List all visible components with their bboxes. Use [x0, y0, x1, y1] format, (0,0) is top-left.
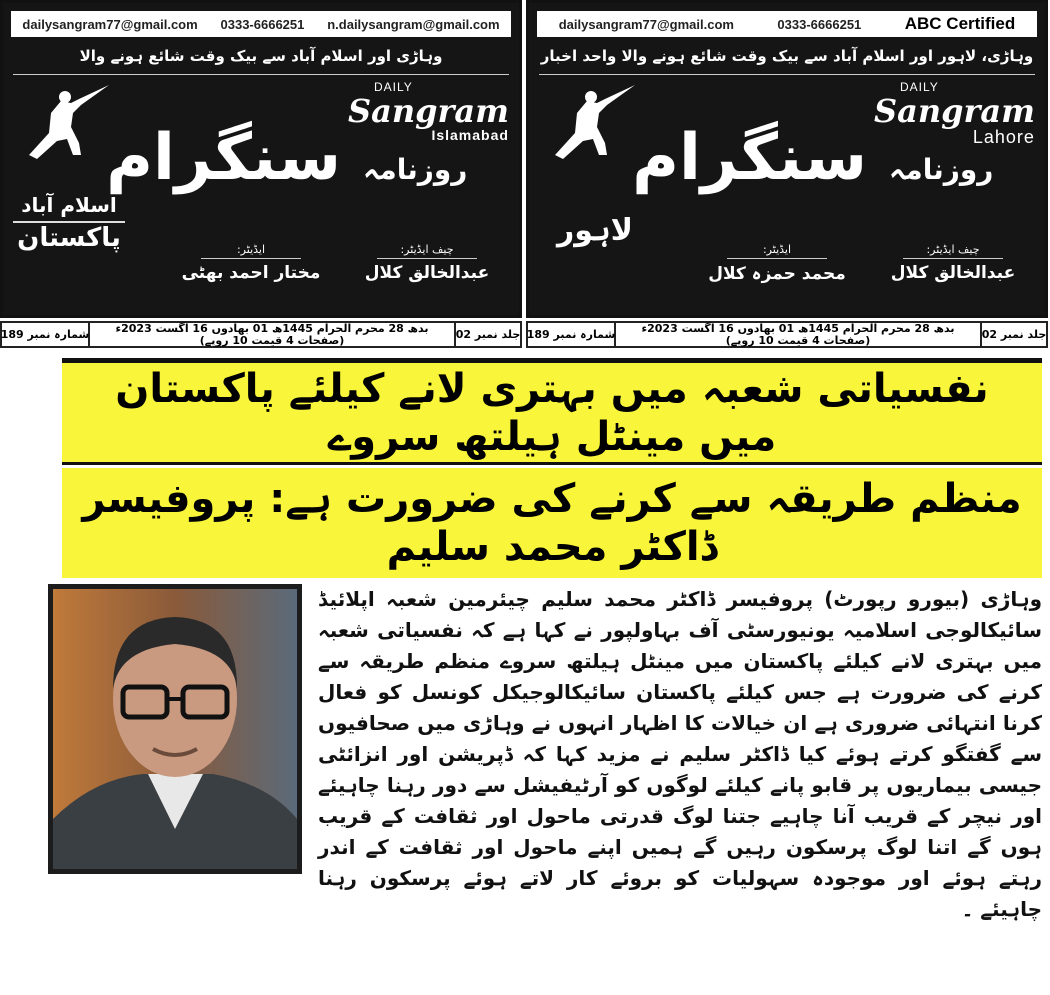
- date: بدھ 28 محرم الحرام 1445ھ 01 بھادوں 16 اگست 2023ء (صفحات 4 قیمت 10 روپے): [614, 323, 980, 346]
- body-line: وہاڑی (بیورو رپورٹ) پروفیسر ڈاکٹر محمد سلیم چیئرمین شعبہ اپلائیڈ سائیکالوجی: [318, 587, 1042, 642]
- issue: شمارہ نمبر 189: [526, 327, 616, 341]
- headline-1: [62, 358, 1042, 465]
- volume: جلد نمبر 02: [980, 323, 1046, 346]
- phone: 0333-6666251: [777, 16, 862, 32]
- city-line2: پاکستان: [17, 223, 121, 253]
- chief-editor-name: عبدالخالق کلال: [890, 263, 1016, 283]
- portrait-photo: [48, 584, 302, 874]
- roznama: روزنامہ: [363, 153, 468, 186]
- body-line: پاکستان میں مینٹل ہیلتھ سروے منظم طریقہ سے کرنے کی ضرورت ہے جس کیلئے: [318, 649, 1042, 704]
- chief-editor: [347, 243, 507, 283]
- editor-name: مختار احمد بھٹی: [181, 263, 321, 283]
- body-line: کہ ڈپریشن اور انزائٹی جیسی بیماریوں پر قابو پانے کیلئے لوگوں کو آرٹیفیشل سے دور: [318, 742, 1043, 797]
- body-line: اسلامیہ یونیورسٹی آف بہاولپور نے کہا ہے کہ نفسیاتی شعبہ میں بہتری لانے کیلئے: [318, 618, 1043, 673]
- body-line: پاکستان سائیکالوجیکل کونسل کو فعال کرنا انتہائی ضروری ہے ان خیالات کا اظہار: [318, 680, 1042, 735]
- logo-urdu: سنگرام: [632, 121, 867, 195]
- article-body: [48, 584, 1042, 925]
- email-secondary: n.dailysangram@gmail.com: [327, 16, 500, 32]
- editor-name: محمد حمزہ کلال: [708, 264, 846, 284]
- city-line1: لاہور: [557, 213, 633, 248]
- daily-label: DAILY: [900, 80, 939, 94]
- daily-label: DAILY: [374, 80, 413, 94]
- portrait-image: [53, 589, 297, 869]
- tagline: وہاڑی اور اسلام آباد سے بیک وقت شائع ہونے والا: [13, 39, 509, 75]
- logo-english: [874, 80, 1035, 147]
- date-bar: [0, 321, 522, 348]
- fencer-logo-icon: [547, 83, 637, 163]
- roznama: روزنامہ: [889, 153, 994, 186]
- abc-certified: ABC Certified: [904, 14, 1016, 33]
- editor-label: ایڈیٹر:: [727, 243, 827, 259]
- phone: 0333-6666251: [220, 16, 305, 32]
- volume: جلد نمبر 02: [454, 323, 520, 346]
- edition-label: Islamabad: [431, 127, 509, 143]
- logo-english: [348, 80, 509, 143]
- editor: [171, 243, 331, 283]
- headline-2: [62, 468, 1042, 578]
- chief-editor-label: چیف ایڈیٹر:: [377, 243, 477, 259]
- fencer-logo-icon: [21, 83, 111, 163]
- body-line: انہوں نے وہاڑی میں صحافیوں سے گفتگو کرتے ہوئے کیا ڈاکٹر سلیم نے مزید کہا: [318, 711, 1043, 766]
- body-line: بروئے کار لاتے ہوئے پرسکون رہنا چاہیئے ۔: [318, 866, 1042, 921]
- body-line: قریب ہوں گے اتنا لوگ پرسکون رہیں گے ہمیں اپنے ماحول اور ثقافت کے اندر رہتے ہوئے اور موجودہ سہولیات کو: [318, 804, 1043, 890]
- edition-label: Lahore: [972, 127, 1035, 147]
- sangram-label: Sangram: [874, 92, 1035, 130]
- masthead-lahore: [526, 0, 1048, 318]
- chief-editor: [873, 243, 1033, 283]
- city-label: [539, 213, 651, 248]
- headline-1-text: نفسیاتی شعبہ میں بہتری لانے کیلئے پاکستان میں مینٹل ہیلتھ سروے: [115, 365, 989, 460]
- city-label: [13, 193, 125, 253]
- chief-editor-label: چیف ایڈیٹر:: [903, 243, 1003, 259]
- editor-label: ایڈیٹر:: [201, 243, 301, 259]
- headline-2-text: منظم طریقہ سے کرنے کی ضرورت ہے: پروفیسر ڈاکٹر محمد سلیم: [82, 476, 1022, 570]
- logo-urdu: سنگرام: [106, 121, 341, 195]
- contact-bar: [537, 11, 1037, 37]
- sangram-label: Sangram: [348, 92, 509, 130]
- date-bar: [526, 321, 1048, 348]
- contact-bar: [11, 11, 511, 37]
- issue: شمارہ نمبر 189: [0, 327, 90, 341]
- chief-editor-name: عبدالخالق کلال: [364, 263, 490, 283]
- body-line: رہنا چاہیئے اور نیچر کے قریب آنا چاہیے جتنا لوگ قدرتی ماحول اور ثقافت کے: [318, 773, 1042, 828]
- editor: [697, 243, 857, 284]
- masthead-islamabad: [0, 0, 522, 318]
- tagline: وہاڑی، لاہور اور اسلام آباد سے بیک وقت شائع ہونے والا واحد اخبار: [539, 39, 1035, 75]
- city-line1: اسلام آباد: [13, 193, 125, 223]
- email: dailysangram77@gmail.com: [558, 16, 734, 32]
- email: dailysangram77@gmail.com: [22, 16, 198, 32]
- date: بدھ 28 محرم الحرام 1445ھ 01 بھادوں 16 اگست 2023ء (صفحات 4 قیمت 10 روپے): [88, 323, 454, 346]
